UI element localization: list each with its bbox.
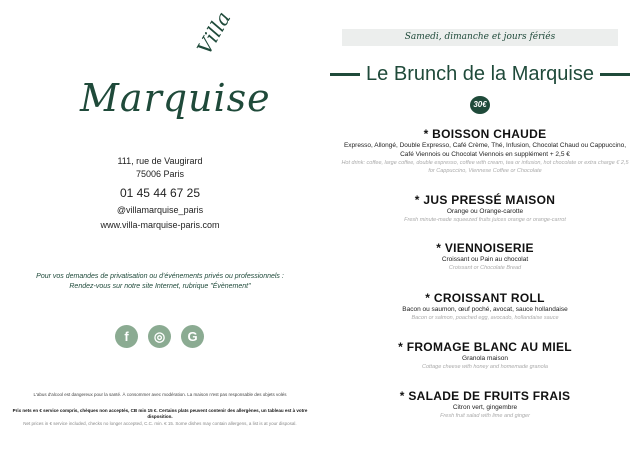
- item-description-fr: Granola maison: [462, 355, 508, 362]
- item-description-en: Fresh fruit salad with lime and ginger: [440, 413, 530, 419]
- item-name: * SALADE DE FRUITS FRAIS: [399, 389, 571, 403]
- villa-marquise-logo: [60, 7, 271, 130]
- item-description-fr: Bacon ou saumon, œuf poché, avocat, sauce hollandaise: [402, 306, 568, 313]
- item-description-fr: Croissant ou Pain au chocolat: [441, 256, 529, 263]
- item-name: * VIENNOISERIE: [436, 241, 534, 255]
- menu-item: [340, 340, 630, 371]
- item-name: * FROMAGE BLANC AU MIEL: [398, 340, 572, 354]
- item-name: * BOISSON CHAUDE: [423, 127, 547, 141]
- item-description-en: Croissant or Chocolate Bread: [448, 265, 522, 271]
- social-links: [115, 325, 204, 348]
- logo-marquise: Marquise: [80, 76, 271, 120]
- google-icon[interactable]: G: [181, 325, 204, 348]
- menu-list: [340, 0, 630, 452]
- contact-block: [60, 155, 260, 232]
- menu-item: [340, 127, 630, 175]
- facebook-icon[interactable]: f: [115, 325, 138, 348]
- item-name: * CROISSANT ROLL: [425, 291, 545, 305]
- item-description-fr: Orange ou Orange-carotte: [446, 208, 524, 215]
- events-note: [0, 272, 320, 292]
- menu-item: [340, 241, 630, 272]
- logo-villa: Villa: [192, 7, 236, 59]
- item-description-en: Bacon or salmon, poached egg, avocado, hollandaise sauce: [411, 315, 559, 321]
- item-description-en: Fresh minute-made squeezed fruits juices orange or orange-carrot: [404, 217, 566, 223]
- phone-number: 01 45 44 67 25: [119, 186, 201, 200]
- events-line-2: Rendez-vous sur notre site Internet, rubrique "Évènement": [69, 283, 251, 290]
- item-name: * JUS PRESSÉ MAISON: [414, 193, 556, 207]
- legal-notes: [5, 392, 315, 427]
- menu-title-text: Le Brunch de la Marquise: [366, 63, 594, 85]
- instagram-icon[interactable]: ◎: [148, 325, 171, 348]
- legal-en: Net prices in € service included, checks no longer accepted, C.C. min. € 15. Some dishes may contain allergens, a list is at your disposal.: [23, 421, 297, 426]
- address-city: 75006 Paris: [135, 169, 185, 179]
- events-line-1: Pour vos demandes de privatisation ou d'événements privés ou professionnels :: [36, 273, 284, 280]
- item-description-fr: Expresso, Allongé, Double Expresso, Café Crème, Thé, Infusion, Chocolat Chaud ou Cappuccino, Café Viennois ou Chocolat Viennois en supplément + 2,5 €: [343, 142, 627, 158]
- instagram-handle: @villamarquise_paris: [116, 205, 204, 215]
- item-description-en: Hot drink: coffee, large coffee, double espresso, coffee with cream, tea or infusion, hot chocolate or extra charge € 2,5 for Cappuccino, Viennese Coffee or Chocolate: [341, 160, 629, 174]
- legal-fr: Prix nets en € service compris, chèques non acceptés, CB min 15 €. Certains plats peuvent contenir des allergènes, un tableau est à votre disposition.: [12, 408, 308, 419]
- price-badge: 30€: [470, 96, 490, 114]
- menu-item: [340, 193, 630, 224]
- alcohol-notice: L'abus d'alcool est dangereux pour la santé. À consommer avec modération. La maison n'est pas responsable des objets volés: [33, 392, 287, 397]
- menu-item: [340, 291, 630, 322]
- address-street: 111, rue de Vaugirard: [117, 156, 203, 166]
- website-link[interactable]: www.villa-marquise-paris.com: [100, 220, 220, 230]
- item-description-fr: Citron vert, gingembre: [452, 404, 518, 411]
- days-banner: Samedi, dimanche et jours fériés: [342, 29, 618, 46]
- item-description-en: Cottage cheese with honey and homemade granola: [422, 364, 548, 370]
- menu-item: [340, 389, 630, 420]
